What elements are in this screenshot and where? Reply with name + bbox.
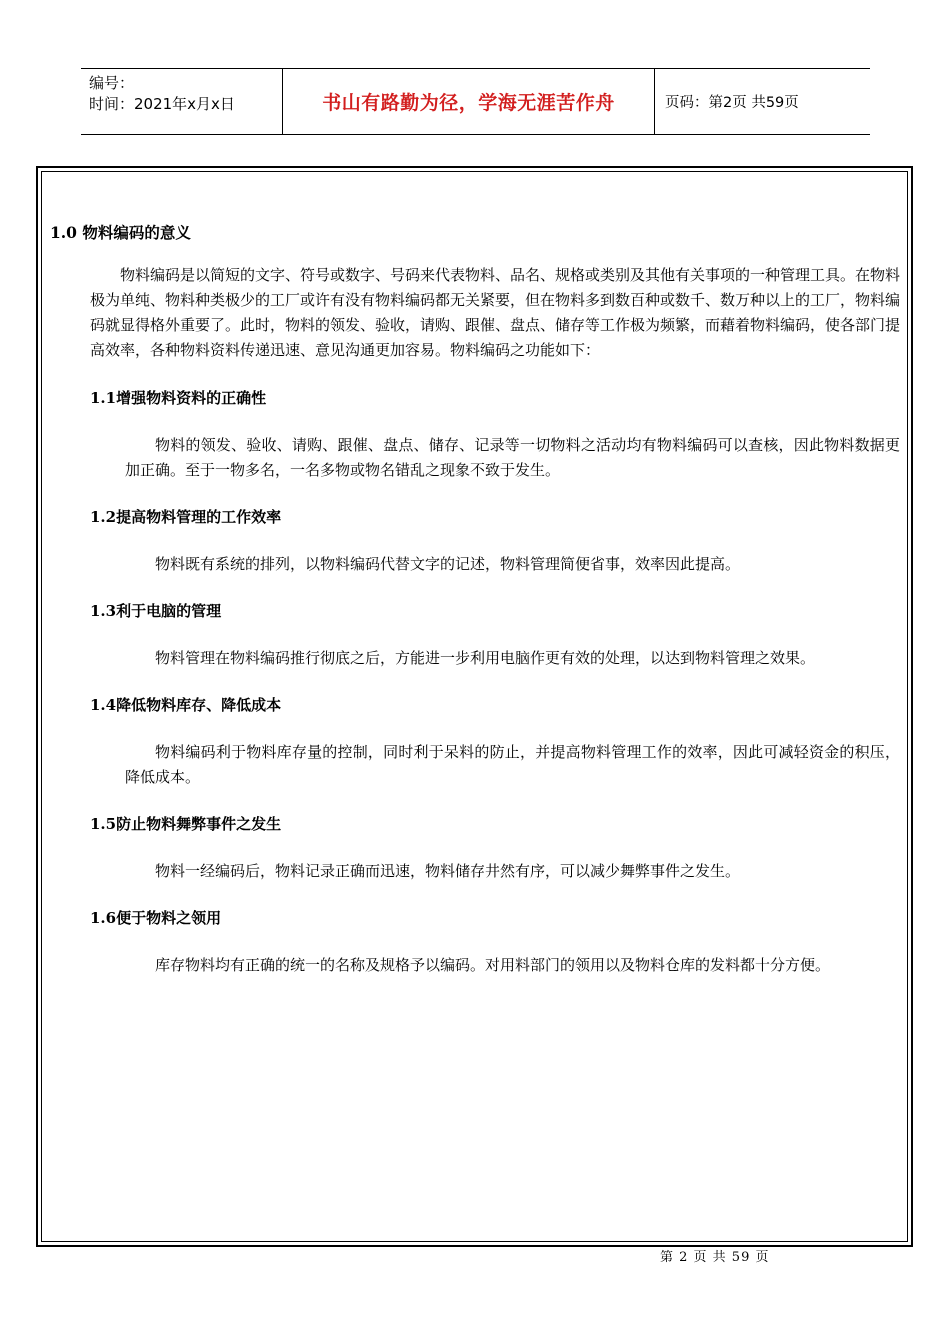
page-info: 页码：第2页 共59页	[665, 95, 799, 111]
intro-paragraph: 物料编码是以简短的文字、符号或数字、号码来代表物料、品名、规格或类别及其他有关事项的一种管理工具。在物料极为单纯、物料种类极少的工厂或许有没有物料编码都无关紧要，但在物料多到数百种或数千、数万种以上的工厂，物料编码就显得格外重要了。此时，物料的领发、验收，请购、跟催、盘点、储存等工作极为频繁，而藉着物料编码，使各部门提高效率，各种物料资料传递迅速、意见沟通更加容易。物料编码之功能如下：	[90, 266, 901, 359]
document-title: 1.0 物料编码的意义	[50, 223, 191, 242]
code-label: 编号：	[89, 74, 135, 92]
header-table	[81, 68, 870, 135]
section-body: 物料管理在物料编码推行彻底之后，方能进一步利用电脑作更有效的处理，以达到物料管理之效果。	[155, 649, 816, 667]
document-frame	[36, 166, 913, 1247]
section-heading: 1.5防止物料舞弊事件之发生	[90, 815, 282, 833]
header-info	[81, 69, 282, 134]
section-body: 物料一经编码后，物料记录正确而迅速，物料储存井然有序，可以减少舞弊事件之发生。	[155, 862, 741, 880]
date-label: 时间：2021年x月x日	[89, 95, 235, 113]
document-content	[50, 220, 900, 1000]
section-body: 物料既有系统的排列，以物料编码代替文字的记述，物料管理简便省事，效率因此提高。	[155, 555, 741, 573]
page-footer: 第 2 页 共 59 页	[660, 1250, 770, 1265]
section-heading: 1.6便于物料之领用	[90, 909, 222, 927]
section-body: 库存物料均有正确的统一的名称及规格予以编码。对用料部门的领用以及物料仓库的发料都十分方便。	[155, 956, 831, 974]
section-body: 物料的领发、验收、请购、跟催、盘点、储存、记录等一切物料之活动均有物料编码可以查核，因此物料数据更加正确。至于一物多名，一名多物或物名错乱之现象不致于发生。	[125, 436, 900, 479]
section-heading: 1.3利于电脑的管理	[90, 602, 222, 620]
section-heading: 1.2提高物料管理的工作效率	[90, 508, 282, 526]
section-heading: 1.4降低物料库存、降低成本	[90, 696, 282, 714]
motto: 书山有路勤为径，学海无涯苦作舟	[282, 69, 655, 134]
section-body: 物料编码利于物料库存量的控制，同时利于呆料的防止，并提高物料管理工作的效率，因此可减轻资金的积压，降低成本。	[125, 743, 900, 786]
section-heading: 1.1增强物料资料的正确性	[90, 389, 267, 407]
